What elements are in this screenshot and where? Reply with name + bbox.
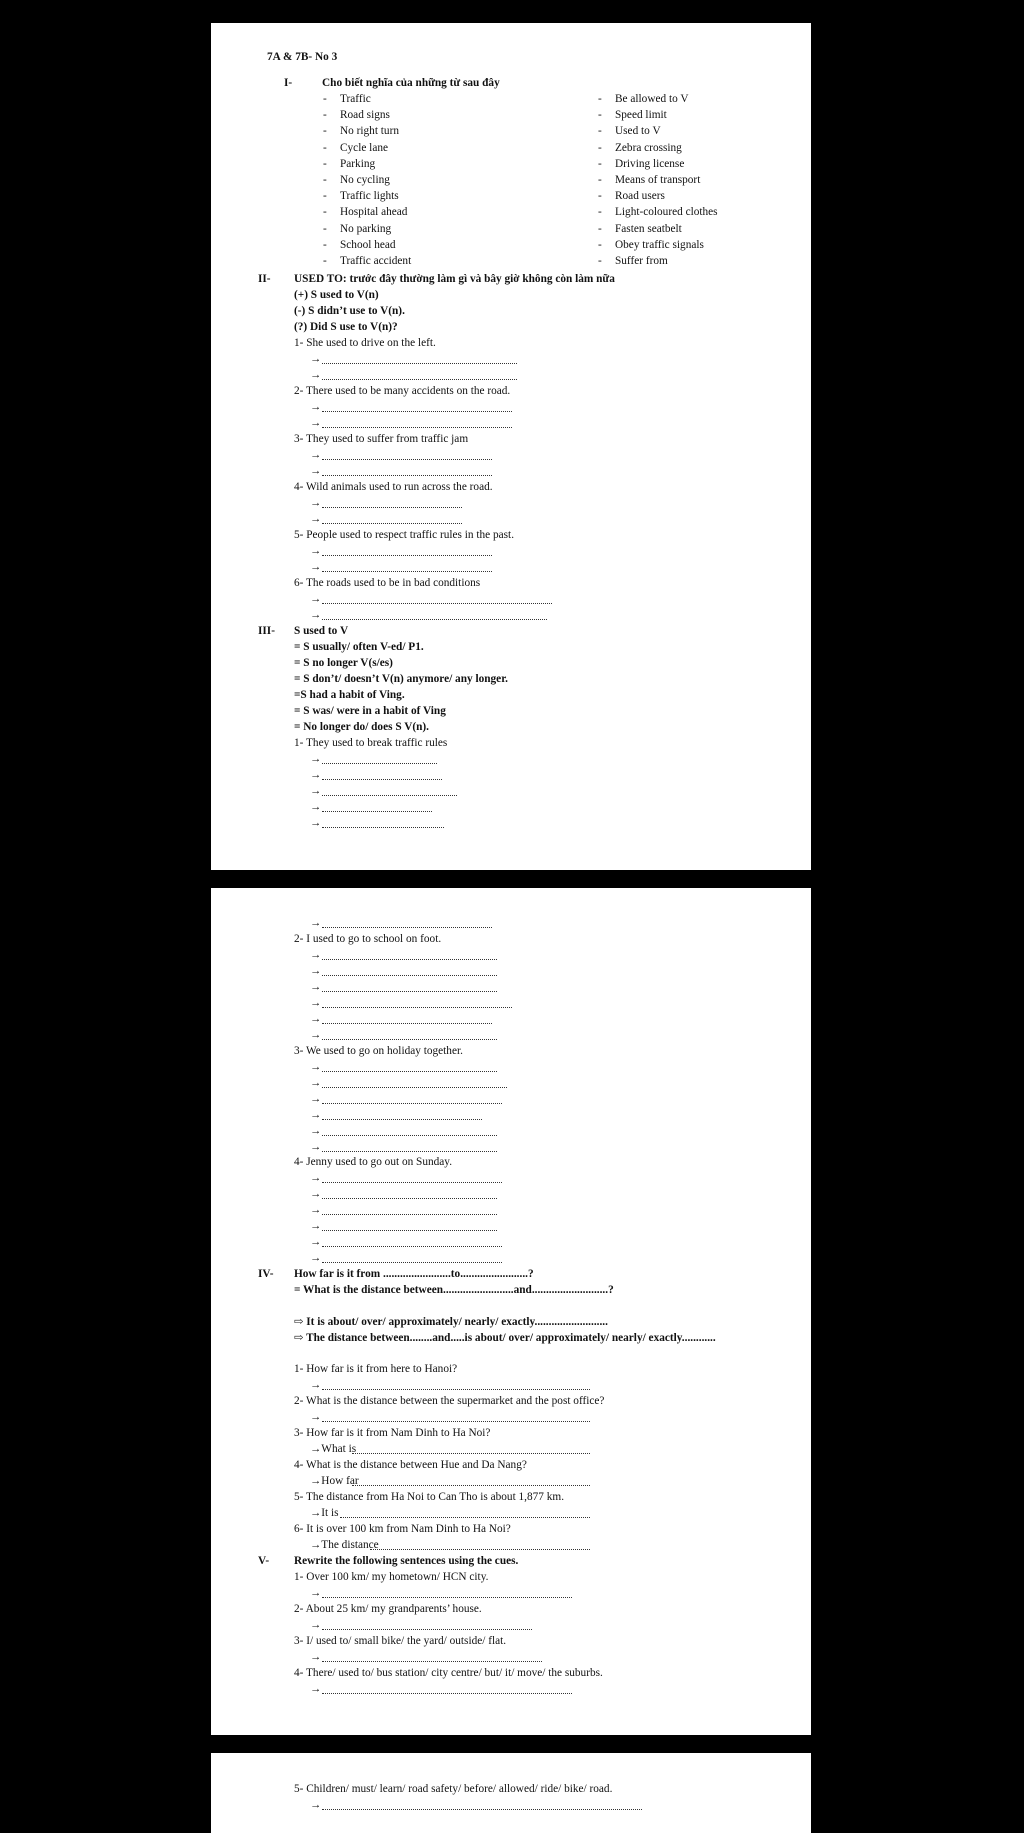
answer-blank[interactable] xyxy=(322,1412,590,1422)
bullet-dash: - xyxy=(323,255,327,267)
answer-blank[interactable] xyxy=(322,918,492,928)
exercise-item: 2- I used to go to school on foot. xyxy=(294,933,442,945)
answer-blank[interactable] xyxy=(322,998,512,1008)
vocab-term: No right turn xyxy=(340,125,399,138)
answer-blank[interactable] xyxy=(322,1380,590,1390)
rule-line: (-) S didn’t use to V(n). xyxy=(294,305,405,317)
exercise-item: 3- I/ used to/ small bike/ the yard/ outside/ flat. xyxy=(294,1635,507,1647)
answer-arrow: → xyxy=(310,785,322,797)
exercise-item: 5- Children/ must/ learn/ road safety/ before/ allowed/ ride/ bike/ road. xyxy=(294,1783,613,1795)
answer-prompt: →What is xyxy=(310,1443,357,1455)
answer-prompt: → xyxy=(310,1379,322,1391)
rule-line: (?) Did S use to V(n)? xyxy=(294,321,398,333)
bullet-dash: - xyxy=(598,206,602,219)
vocab-term: Used to V xyxy=(615,125,661,138)
vocab-term: Road signs xyxy=(340,109,390,122)
answer-prompt: → xyxy=(310,1411,322,1423)
answer-blank[interactable] xyxy=(322,1014,492,1024)
answer-blank[interactable] xyxy=(322,754,437,764)
section-3-title: S used to V xyxy=(294,625,349,637)
bullet-dash: - xyxy=(323,141,327,154)
answer-arrow: → xyxy=(310,981,322,993)
answer-blank[interactable] xyxy=(322,370,517,380)
rule-line: = No longer do/ does S V(n). xyxy=(294,721,430,733)
answer-arrow: → xyxy=(310,1587,322,1599)
answer-arrow: → xyxy=(310,1220,322,1232)
answer-arrow: → xyxy=(310,817,322,829)
answer-arrow: → xyxy=(310,1141,322,1153)
section-1-title: Cho biết nghĩa của những từ sau đây xyxy=(322,77,500,89)
answer-arrow: → xyxy=(310,1252,322,1264)
exercise-item: 4- What is the distance between Hue and Da Nang? xyxy=(294,1459,527,1471)
exercise-item: 4- Jenny used to go out on Sunday. xyxy=(294,1156,453,1168)
vocab-term: Fasten seatbelt xyxy=(615,222,682,235)
exercise-item: 6- The roads used to be in bad conditions xyxy=(294,577,481,589)
exercise-item: 5- The distance from Ha Noi to Can Tho is about 1,877 km. xyxy=(294,1491,565,1503)
answer-arrow: → xyxy=(310,753,322,765)
answer-arrow: → xyxy=(310,1651,322,1663)
document-page-1 xyxy=(211,23,811,870)
answer-arrow: → xyxy=(310,1077,322,1089)
exercise-item: 4- There/ used to/ bus station/ city centre/ but/ it/ move/ the suburbs. xyxy=(294,1667,603,1679)
section-4-bullet: ⇨ The distance between........and.....is about/ over/ approximately/ nearly/ exactly............ xyxy=(294,1332,716,1344)
section-1-number: I- xyxy=(284,77,293,89)
answer-arrow: → xyxy=(310,1799,322,1811)
bullet-dash: - xyxy=(598,125,602,138)
vocab-term: No parking xyxy=(340,222,392,235)
exercise-item: 2- There used to be many accidents on the road. xyxy=(294,385,511,397)
answer-blank[interactable] xyxy=(322,802,432,812)
answer-blank[interactable] xyxy=(322,562,492,572)
answer-blank[interactable] xyxy=(322,1062,497,1072)
bullet-dash: - xyxy=(598,190,602,203)
answer-arrow: → xyxy=(310,449,322,461)
rule-line: = S usually/ often V-ed/ P1. xyxy=(294,641,424,653)
bullet-dash: - xyxy=(323,157,327,170)
answer-arrow: → xyxy=(310,513,322,525)
exercise-item: 2- About 25 km/ my grandparents’ house. xyxy=(294,1603,482,1615)
answer-blank[interactable] xyxy=(322,1620,532,1630)
answer-blank[interactable] xyxy=(322,466,492,476)
answer-arrow: → xyxy=(310,769,322,781)
answer-arrow: → xyxy=(310,1093,322,1105)
answer-blank[interactable] xyxy=(322,1173,502,1183)
vocab-term: Driving license xyxy=(615,157,685,170)
bullet-dash: - xyxy=(598,93,602,105)
bullet-dash: - xyxy=(323,190,327,203)
vocab-term: Means of transport xyxy=(615,174,701,186)
exercise-item: 1- She used to drive on the left. xyxy=(294,337,436,349)
vocab-term: Be allowed to V xyxy=(615,93,689,105)
vocab-term: School head xyxy=(340,238,396,251)
answer-prompt: →It is xyxy=(310,1507,339,1519)
exercise-item: 6- It is over 100 km from Nam Dinh to Ha Noi? xyxy=(294,1523,511,1535)
answer-blank[interactable] xyxy=(322,546,492,556)
answer-blank[interactable] xyxy=(322,594,552,604)
section-2-number: II- xyxy=(258,273,271,285)
answer-blank[interactable] xyxy=(322,514,462,524)
section-4-line2: = What is the distance between.........................and...........................? xyxy=(294,1284,614,1296)
vocab-term: Obey traffic signals xyxy=(615,238,704,251)
answer-arrow: → xyxy=(310,965,322,977)
answer-arrow: → xyxy=(310,1236,322,1248)
bullet-dash: - xyxy=(323,109,327,122)
answer-blank[interactable] xyxy=(322,418,512,428)
answer-arrow: → xyxy=(310,1619,322,1631)
bullet-dash: - xyxy=(598,255,602,267)
answer-arrow: → xyxy=(310,1188,322,1200)
exercise-item: 2- What is the distance between the supermarket and the post office? xyxy=(294,1395,605,1407)
bullet-dash: - xyxy=(323,238,327,251)
answer-arrow: → xyxy=(310,917,322,929)
rule-line: = S no longer V(s/es) xyxy=(294,657,393,669)
answer-blank[interactable] xyxy=(322,1030,497,1040)
exercise-item: 4- Wild animals used to run across the road. xyxy=(294,481,493,493)
exercise-item: 1- They used to break traffic rules xyxy=(294,737,448,749)
section-4-number: IV- xyxy=(258,1268,274,1280)
answer-blank[interactable] xyxy=(322,1110,482,1120)
vocab-term: No cycling xyxy=(340,174,390,186)
answer-blank[interactable] xyxy=(322,1189,497,1199)
answer-blank[interactable] xyxy=(352,1476,590,1486)
exercise-item: 3- We used to go on holiday together. xyxy=(294,1045,463,1057)
answer-blank[interactable] xyxy=(322,786,457,796)
answer-arrow: → xyxy=(310,497,322,509)
answer-arrow: → xyxy=(310,561,322,573)
exercise-item: 5- People used to respect traffic rules in the past. xyxy=(294,529,515,541)
rule-line: = S was/ were in a habit of Ving xyxy=(294,705,446,717)
bullet-dash: - xyxy=(323,206,327,219)
answer-arrow: → xyxy=(310,997,322,1009)
vocab-term: Traffic lights xyxy=(340,190,399,203)
answer-prompt: →The distance xyxy=(310,1539,379,1551)
answer-blank[interactable] xyxy=(322,966,497,976)
answer-blank[interactable] xyxy=(340,1508,590,1518)
answer-blank[interactable] xyxy=(322,1652,542,1662)
exercise-item: 3- How far is it from Nam Dinh to Ha Noi? xyxy=(294,1427,491,1439)
answer-blank[interactable] xyxy=(322,1078,507,1088)
section-5-title: Rewrite the following sentences using the cues. xyxy=(294,1555,519,1567)
section-4-title: How far is it from ........................to........................? xyxy=(294,1268,534,1280)
answer-blank[interactable] xyxy=(322,1221,497,1231)
worksheet-header: 7A & 7B- No 3 xyxy=(267,51,338,63)
answer-prompt: →How far xyxy=(310,1475,359,1487)
answer-arrow: → xyxy=(310,545,322,557)
answer-arrow: → xyxy=(310,1204,322,1216)
answer-arrow: → xyxy=(310,1125,322,1137)
vocab-term: Suffer from xyxy=(615,255,668,267)
answer-arrow: → xyxy=(310,465,322,477)
answer-arrow: → xyxy=(310,801,322,813)
document-page-3 xyxy=(211,1753,811,1833)
answer-blank[interactable] xyxy=(322,450,492,460)
section-3-number: III- xyxy=(258,625,275,637)
answer-blank[interactable] xyxy=(322,1142,497,1152)
answer-arrow: → xyxy=(310,1109,322,1121)
answer-arrow: → xyxy=(310,1029,322,1041)
bullet-dash: - xyxy=(323,125,327,138)
answer-blank[interactable] xyxy=(322,818,444,828)
bullet-dash: - xyxy=(598,222,602,235)
vocab-term: Traffic accident xyxy=(340,255,412,267)
bullet-dash: - xyxy=(598,238,602,251)
answer-blank[interactable] xyxy=(322,1253,502,1263)
answer-arrow: → xyxy=(310,1683,322,1695)
answer-blank[interactable] xyxy=(322,1094,502,1104)
answer-arrow: → xyxy=(310,1061,322,1073)
section-4-bullet: ⇨ It is about/ over/ approximately/ nearly/ exactly.......................... xyxy=(294,1316,608,1328)
vocab-term: Speed limit xyxy=(615,109,667,122)
rule-line: =S had a habit of Ving. xyxy=(294,689,405,701)
vocab-term: Zebra crossing xyxy=(615,141,682,154)
answer-blank[interactable] xyxy=(322,610,547,620)
answer-blank[interactable] xyxy=(322,982,497,992)
rule-line: = S don’t/ doesn’t V(n) anymore/ any longer. xyxy=(294,673,508,685)
answer-arrow: → xyxy=(310,353,322,365)
bullet-dash: - xyxy=(598,157,602,170)
bullet-dash: - xyxy=(323,93,327,105)
answer-blank[interactable] xyxy=(322,950,497,960)
answer-blank[interactable] xyxy=(322,354,517,364)
answer-blank[interactable] xyxy=(322,1205,497,1215)
bullet-dash: - xyxy=(323,174,327,186)
section-2-title: USED TO: trước đây thường làm gì và bây giờ không còn làm nữa xyxy=(294,273,615,285)
answer-blank[interactable] xyxy=(322,402,512,412)
vocab-term: Road users xyxy=(615,190,665,203)
bullet-dash: - xyxy=(323,222,327,235)
vocab-term: Hospital ahead xyxy=(340,206,408,219)
rule-line: (+) S used to V(n) xyxy=(294,289,379,301)
answer-blank[interactable] xyxy=(322,1684,572,1694)
answer-arrow: → xyxy=(310,593,322,605)
answer-arrow: → xyxy=(310,417,322,429)
answer-blank[interactable] xyxy=(322,770,442,780)
vocab-term: Parking xyxy=(340,157,376,170)
section-5-number: V- xyxy=(258,1555,270,1567)
answer-blank[interactable] xyxy=(322,498,462,508)
bullet-dash: - xyxy=(598,174,602,186)
answer-arrow: → xyxy=(310,401,322,413)
exercise-item: 3- They used to suffer from traffic jam xyxy=(294,433,469,445)
answer-blank[interactable] xyxy=(322,1237,502,1247)
answer-arrow: → xyxy=(310,1013,322,1025)
answer-arrow: → xyxy=(310,949,322,961)
vocab-term: Traffic xyxy=(340,93,371,105)
answer-blank[interactable] xyxy=(370,1540,590,1550)
exercise-item: 1- How far is it from here to Hanoi? xyxy=(294,1363,458,1375)
document-page-2 xyxy=(211,888,811,1735)
answer-blank[interactable] xyxy=(352,1444,590,1454)
answer-blank[interactable] xyxy=(322,1588,572,1598)
vocab-term: Light-coloured clothes xyxy=(615,206,718,219)
answer-blank[interactable] xyxy=(322,1800,642,1810)
answer-blank[interactable] xyxy=(322,1126,497,1136)
exercise-item: 1- Over 100 km/ my hometown/ HCN city. xyxy=(294,1571,489,1583)
answer-arrow: → xyxy=(310,609,322,621)
vocab-term: Cycle lane xyxy=(340,141,388,154)
answer-arrow: → xyxy=(310,369,322,381)
bullet-dash: - xyxy=(598,109,602,122)
bullet-dash: - xyxy=(598,141,602,154)
answer-arrow: → xyxy=(310,1172,322,1184)
